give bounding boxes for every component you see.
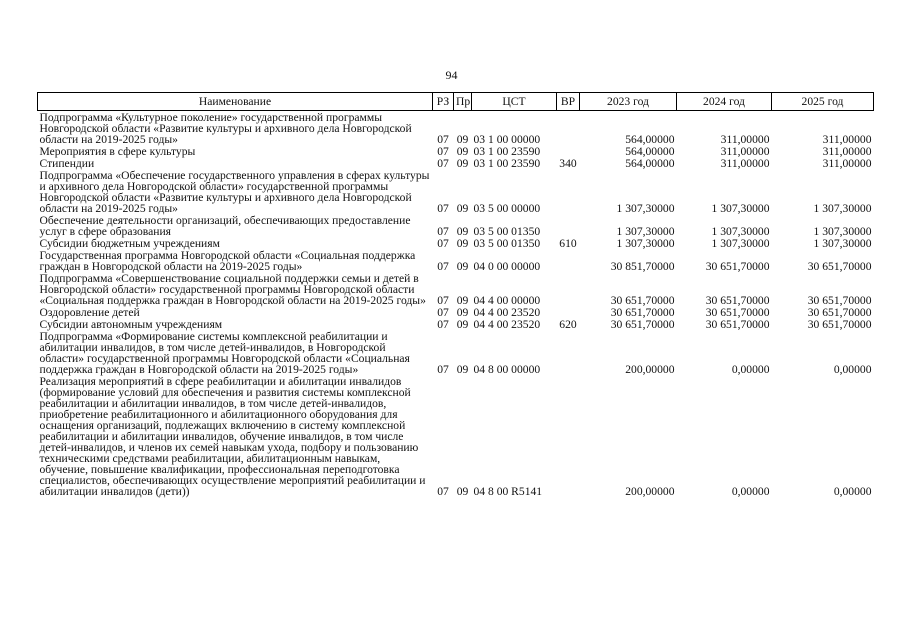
cell-rz: 07 (437, 294, 449, 307)
cell-vr (557, 375, 580, 497)
cell-y2023: 564,00000 (625, 145, 675, 158)
cell-name: Стипендии (39, 157, 95, 170)
cell-y2024: 311,00000 (720, 157, 770, 170)
cell-y2025: 311,00000 (822, 145, 872, 158)
table-row (38, 306, 874, 318)
cell-vr: 340 (559, 157, 577, 170)
table-row (38, 157, 874, 169)
table-row (38, 318, 874, 330)
cell-vr (557, 169, 580, 214)
table-row (38, 330, 874, 375)
cell-cst: 03 5 00 01350 (473, 237, 541, 250)
cell-cst: 04 4 00 23520 (473, 318, 541, 331)
cell-vr (557, 111, 580, 146)
cell-pr: 09 (456, 145, 469, 158)
cell-y2025: 311,00000 (822, 133, 872, 146)
cell-vr (557, 306, 580, 318)
cell-cst: 03 1 00 23590 (473, 145, 541, 158)
cell-y2025: 30 651,70000 (807, 294, 872, 307)
table-row (38, 169, 874, 214)
table-row (38, 249, 874, 272)
column-header-name: Наименование (38, 93, 433, 111)
cell-pr: 09 (456, 133, 469, 146)
cell-rz: 07 (437, 133, 449, 146)
cell-vr (557, 272, 580, 306)
cell-y2024: 1 307,30000 (711, 225, 770, 238)
cell-y2025: 30 651,70000 (807, 318, 872, 331)
cell-cst: 04 4 00 00000 (473, 294, 541, 307)
cell-cst: 04 8 00 00000 (473, 363, 541, 376)
cell-name: Государственная программа Новгородской области «Социальная поддержка граждан в Новгородской области на 2019-2025 годы» (39, 249, 416, 273)
cell-cst: 03 5 00 00000 (473, 202, 541, 215)
cell-pr: 09 (456, 202, 469, 215)
cell-pr: 09 (456, 318, 469, 331)
cell-cst: 03 5 00 01350 (473, 225, 541, 238)
cell-rz: 07 (437, 237, 449, 250)
cell-y2023: 564,00000 (625, 157, 675, 170)
cell-cst: 04 4 00 23520 (473, 306, 541, 319)
table-row (38, 375, 874, 497)
cell-name: Субсидии автономным учреждениям (39, 318, 223, 331)
cell-vr (557, 330, 580, 375)
table-row (38, 272, 874, 306)
cell-vr: 620 (559, 318, 577, 331)
cell-rz: 07 (437, 485, 449, 498)
cell-y2024: 1 307,30000 (711, 237, 770, 250)
cell-pr: 09 (456, 294, 469, 307)
table-row (38, 111, 874, 146)
cell-vr (557, 214, 580, 237)
cell-y2025: 1 307,30000 (813, 202, 872, 215)
cell-y2023: 30 651,70000 (610, 306, 675, 319)
cell-y2023: 30 851,70000 (610, 260, 675, 273)
cell-name: Мероприятия в сфере культуры (39, 145, 196, 158)
cell-y2025: 30 651,70000 (807, 260, 872, 273)
cell-rz: 07 (437, 157, 449, 170)
table-row (38, 237, 874, 249)
cell-y2025: 30 651,70000 (807, 306, 872, 319)
cell-pr: 09 (456, 485, 469, 498)
cell-y2023: 1 307,30000 (616, 225, 675, 238)
budget-table (37, 92, 874, 497)
cell-y2025: 0,00000 (833, 485, 872, 498)
cell-y2024: 0,00000 (731, 363, 770, 376)
cell-y2023: 30 651,70000 (610, 294, 675, 307)
cell-name: Обеспечение деятельности организаций, обеспечивающих предоставление услуг в сфере образования (39, 214, 411, 238)
cell-y2025: 1 307,30000 (813, 237, 872, 250)
cell-y2023: 564,00000 (625, 133, 675, 146)
cell-rz: 07 (437, 363, 449, 376)
cell-y2024: 30 651,70000 (705, 260, 770, 273)
cell-y2023: 200,00000 (625, 485, 675, 498)
cell-y2024: 311,00000 (720, 133, 770, 146)
cell-rz: 07 (437, 306, 449, 319)
cell-y2025: 1 307,30000 (813, 225, 872, 238)
cell-name: Подпрограмма «Культурное поколение» государственной программы Новгородской области «Развитие культуры и архивного дела Новгородской области на 2019-2025 годы» (39, 111, 412, 146)
cell-y2025: 311,00000 (822, 157, 872, 170)
cell-y2024: 1 307,30000 (711, 202, 770, 215)
cell-rz: 07 (437, 145, 449, 158)
cell-y2024: 0,00000 (731, 485, 770, 498)
cell-pr: 09 (456, 260, 469, 273)
cell-pr: 09 (456, 225, 469, 238)
cell-pr: 09 (456, 363, 469, 376)
cell-rz: 07 (437, 202, 449, 215)
cell-rz: 07 (437, 260, 449, 273)
cell-name: Подпрограмма «Обеспечение государственного управления в сферах культуры и архивного дела Новгородской области» государственной программы Новгородской области «Развитие культуры и архивного дела Новгородской области на 2019-2025 годы» (39, 169, 430, 215)
column-header-vr: ВР (557, 93, 580, 111)
cell-y2024: 30 651,70000 (705, 318, 770, 331)
cell-y2023: 200,00000 (625, 363, 675, 376)
cell-name: Подпрограмма «Формирование системы комплексной реабилитации и абилитации инвалидов, в том числе детей-инвалидов, в Новгородской области» государственной программы Новгородской области «Социальная поддержка граждан в Новгородской области на 2019-2025 годы» (39, 330, 410, 376)
cell-vr (557, 145, 580, 157)
column-header-pr: Пр (454, 93, 472, 111)
cell-y2023: 1 307,30000 (616, 237, 675, 250)
column-header-2024: 2024 год (677, 93, 772, 111)
column-header-2025: 2025 год (772, 93, 874, 111)
cell-cst: 03 1 00 23590 (473, 157, 541, 170)
cell-y2024: 311,00000 (720, 145, 770, 158)
cell-y2024: 30 651,70000 (705, 306, 770, 319)
column-header-cst: ЦСТ (472, 93, 557, 111)
cell-cst: 04 8 00 R5141 (473, 485, 543, 498)
cell-cst: 03 1 00 00000 (473, 133, 541, 146)
cell-pr: 09 (456, 157, 469, 170)
cell-rz: 07 (437, 318, 449, 331)
cell-pr: 09 (456, 237, 469, 250)
cell-name: Субсидии бюджетным учреждениям (39, 237, 220, 250)
cell-y2025: 0,00000 (833, 363, 872, 376)
cell-vr (557, 249, 580, 272)
page-number: 94 (445, 68, 458, 82)
cell-vr: 610 (559, 237, 577, 250)
table-row (38, 145, 874, 157)
cell-name: Оздоровление детей (39, 306, 140, 319)
cell-rz: 07 (437, 225, 449, 238)
cell-cst: 04 0 00 00000 (473, 260, 541, 273)
cell-name: Подпрограмма «Совершенствование социальной поддержки семьи и детей в Новгородской области» государственной программы Новгородской области «Социальная поддержка граждан в Новгородской области на 2019-2025 годы» (39, 272, 426, 307)
cell-y2023: 30 651,70000 (610, 318, 675, 331)
cell-name: Реализация мероприятий в сфере реабилитации и абилитации инвалидов (формирование условий для обеспечения и развития системы комплексной реабилитации и абилитации инвалидов, в том числе детей-инвалидов, приобретение реабилитационного и абилитационного оборудования для оснащения организаций, подлежащих включению в систему комплексной реабилитации и абилитации инвалидов, обучение инвалидов, в том числе детей-инвалидов, и членов их семей навыкам ухода, подбору и пользованию техническими средствами реабилитации, абилитационным навыкам, обучение, повышение квалификации, профессиональная переподготовка специалистов, обеспечивающих осуществление мероприятий реабилитации и абилитации инвалидов (дети)) (39, 375, 426, 498)
table-header-row (38, 93, 874, 111)
table-row (38, 214, 874, 237)
cell-y2024: 30 651,70000 (705, 294, 770, 307)
column-header-2023: 2023 год (580, 93, 677, 111)
cell-y2023: 1 307,30000 (616, 202, 675, 215)
table-body (38, 111, 874, 498)
column-header-rz: РЗ (433, 93, 454, 111)
cell-pr: 09 (456, 306, 469, 319)
